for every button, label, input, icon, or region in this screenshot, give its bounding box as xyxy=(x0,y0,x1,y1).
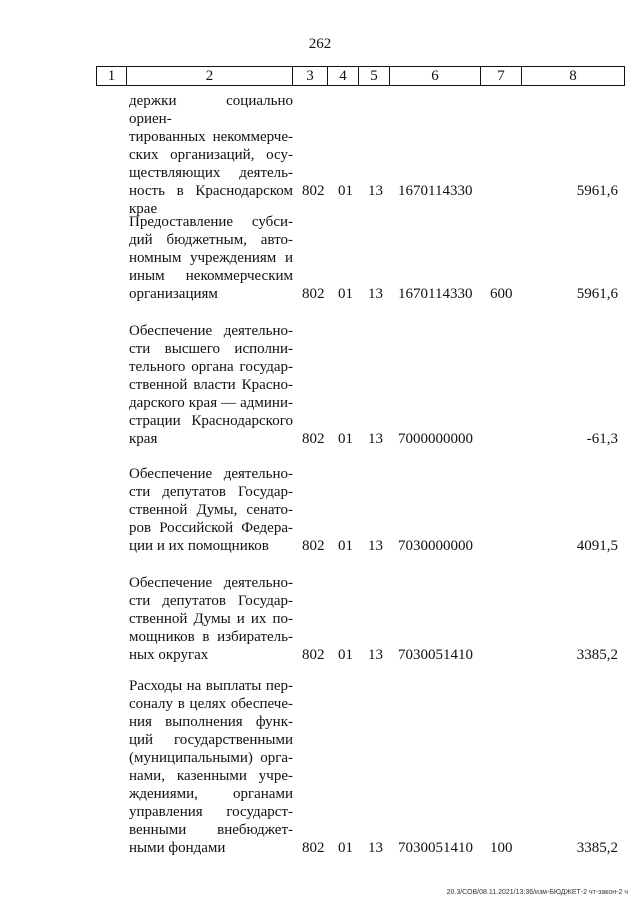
description-line: ственной Думы, сенато- xyxy=(129,502,293,518)
column-header-1: 1 xyxy=(97,67,127,86)
description-line: дий бюджетным, авто- xyxy=(129,232,293,248)
description-line: нами, казенными учре- xyxy=(129,768,293,784)
description-line: тельного органа государ- xyxy=(129,359,293,375)
description-line: сти депутатов Государ- xyxy=(129,593,293,609)
document-footer: 20.3/СОВ/08.11.2021/13:36/изм-БЮДЖЕТ-2 чт-закон-2 ч xyxy=(446,889,628,896)
description-line: ров Российской Федера- xyxy=(129,520,293,536)
cell-grbs: 802 xyxy=(302,840,325,856)
description-line: держки социально ориен- xyxy=(129,93,293,127)
cell-grbs: 802 xyxy=(302,431,325,447)
cell-grbs: 802 xyxy=(302,286,325,302)
description-line: соналу в целях обеспече- xyxy=(129,696,293,712)
description-line: ния выполнения функ- xyxy=(129,714,293,730)
cell-sum: 3385,2 xyxy=(576,647,618,663)
cell-section: 01 xyxy=(338,647,353,663)
description-line: Обеспечение деятельно- xyxy=(129,575,293,591)
description-line: управления государст- xyxy=(129,804,293,820)
cell-subsection: 13 xyxy=(368,431,383,447)
description-line: ственной Думы и их по- xyxy=(129,611,293,627)
row-description xyxy=(129,574,293,664)
column-header-6: 6 xyxy=(390,67,481,86)
description-line: иным некоммерческим xyxy=(129,268,293,284)
cell-expense-type: 100 xyxy=(490,840,513,856)
column-header-2: 2 xyxy=(127,67,293,86)
cell-section: 01 xyxy=(338,286,353,302)
row-description xyxy=(129,677,293,857)
row-description xyxy=(129,322,293,448)
description-line: ществляющих деятель- xyxy=(129,165,293,181)
description-line: ждениями, органами xyxy=(129,786,293,802)
description-line: ных округах xyxy=(129,647,209,663)
description-line: ций государственными xyxy=(129,732,293,748)
description-line: ными фондами xyxy=(129,840,226,856)
cell-target-article: 1670114330 xyxy=(398,286,473,302)
column-header-5: 5 xyxy=(359,67,390,86)
description-line: Предоставление субси- xyxy=(129,214,293,230)
cell-sum: 3385,2 xyxy=(576,840,618,856)
row-description xyxy=(129,465,293,555)
description-line: Обеспечение деятельно- xyxy=(129,466,293,482)
cell-target-article: 7030051410 xyxy=(398,840,473,856)
cell-section: 01 xyxy=(338,431,353,447)
cell-target-article: 7030000000 xyxy=(398,538,473,554)
description-line: сти высшего исполни- xyxy=(129,341,293,357)
cell-grbs: 802 xyxy=(302,538,325,554)
description-line: Расходы на выплаты пер- xyxy=(129,678,293,694)
column-header-row xyxy=(96,66,625,86)
description-line: организациям xyxy=(129,286,218,302)
description-line: дарского края — админи- xyxy=(129,395,293,411)
cell-subsection: 13 xyxy=(368,183,383,199)
description-line: ность в Краснодарском xyxy=(129,183,293,199)
cell-grbs: 802 xyxy=(302,183,325,199)
cell-subsection: 13 xyxy=(368,647,383,663)
description-line: ских организаций, осу- xyxy=(129,147,293,163)
description-line: сти депутатов Государ- xyxy=(129,484,293,500)
cell-expense-type: 600 xyxy=(490,286,513,302)
column-header-4: 4 xyxy=(328,67,359,86)
description-line: номным учреждениям и xyxy=(129,250,293,266)
cell-target-article: 1670114330 xyxy=(398,183,473,199)
cell-subsection: 13 xyxy=(368,840,383,856)
description-line: венными внебюджет- xyxy=(129,822,293,838)
description-line: ственной власти Красно- xyxy=(129,377,293,393)
cell-section: 01 xyxy=(338,538,353,554)
description-line: страции Краснодарского xyxy=(129,413,293,429)
description-line: крае xyxy=(129,201,158,217)
row-description xyxy=(129,92,293,218)
cell-section: 01 xyxy=(338,183,353,199)
column-header-7: 7 xyxy=(481,67,522,86)
description-line: ции и их помощников xyxy=(129,538,269,554)
cell-sum: 4091,5 xyxy=(576,538,618,554)
cell-grbs: 802 xyxy=(302,647,325,663)
description-line: тированных некоммерче- xyxy=(129,129,293,145)
cell-section: 01 xyxy=(338,840,353,856)
cell-sum: 5961,6 xyxy=(576,286,618,302)
cell-subsection: 13 xyxy=(368,538,383,554)
cell-sum: -61,3 xyxy=(586,431,618,447)
page-number: 262 xyxy=(308,36,332,52)
description-line: края xyxy=(129,431,158,447)
cell-subsection: 13 xyxy=(368,286,383,302)
description-line: Обеспечение деятельно- xyxy=(129,323,293,339)
cell-target-article: 7030051410 xyxy=(398,647,473,663)
description-line: мощников в избиратель- xyxy=(129,629,293,645)
cell-sum: 5961,6 xyxy=(576,183,618,199)
column-header-8: 8 xyxy=(522,67,625,86)
column-header-3: 3 xyxy=(293,67,328,86)
cell-target-article: 7000000000 xyxy=(398,431,473,447)
row-description xyxy=(129,213,293,303)
description-line: (муниципальными) орга- xyxy=(129,750,293,766)
